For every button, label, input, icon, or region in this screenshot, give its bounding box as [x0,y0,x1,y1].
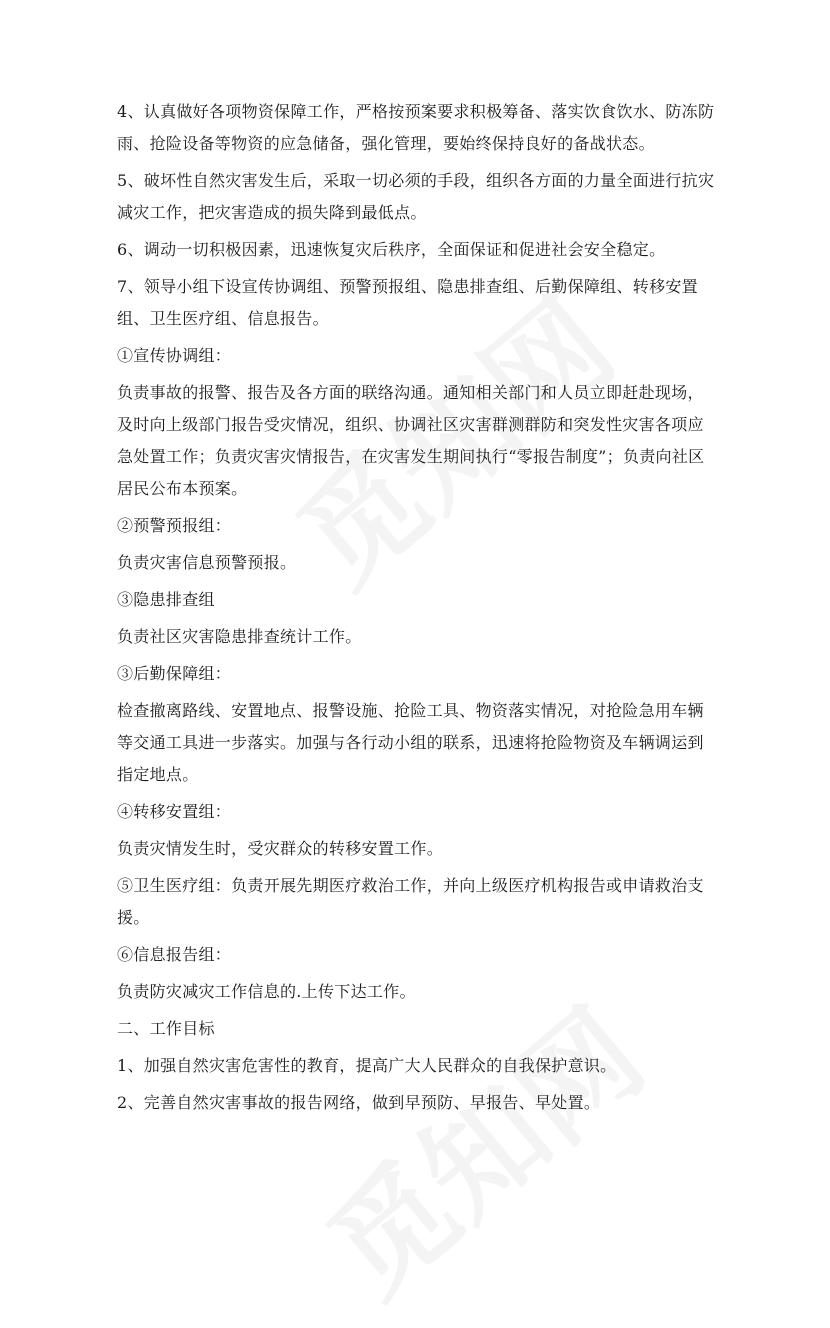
paragraph-relocation-duties: 负责灾情发生时，受灾群众的转移安置工作。 [117,839,444,858]
paragraph-disaster-response: 5、破坏性自然灾害发生后，采取一切必须的手段，组织各方面的力量全面进行抗灾减灾工作，把灾害造成的损失降到最低点。 [117,171,715,222]
heading-relocation-group: ④转移安置组： [117,802,232,821]
paragraph-publicity-duties: 负责事故的报警、报告及各方面的联络沟通。通知相关部门和人员立即赶赴现场，及时向上级部门报告受灾情况，组织、协调社区灾害群测群防和突发性灾害各项应急处置工作；负责灾害灾情报告，在灾害发生期间执行“零报告制度”；负责向社区居民公布本预案。 [117,383,705,498]
paragraph-supplies: 4、认真做好各项物资保障工作，严格按预案要求积极筹备、落实饮食饮水、防冻防雨、抢险设备等物资的应急储备，强化管理，要始终保持良好的备战状态。 [117,102,715,153]
paragraph-hazard-duties: 负责社区灾害隐患排查统计工作。 [117,627,362,646]
heading-warning-group: ②预警预报组： [117,516,232,535]
heading-hazard-group: ③隐患排查组 [117,590,215,609]
heading-publicity-group: ①宣传协调组： [117,346,232,365]
document-body [117,96,717,1124]
paragraph-goal-1: 1、加强自然灾害危害性的教育，提高广大人民群众的自我保护意识。 [117,1056,617,1075]
paragraph-warning-duties: 负责灾害信息预警预报。 [117,553,297,572]
paragraph-goal-2: 2、完善自然灾害事故的报告网络，做到早预防、早报告、早处置。 [117,1093,601,1112]
paragraph-info-duties: 负责防灾减灾工作信息的.上传下达工作。 [117,982,416,1001]
paragraph-medical-group: ⑤卫生医疗组：负责开展先期医疗救治工作，并向上级医疗机构报告或申请救治支援。 [117,876,704,927]
heading-info-group: ⑥信息报告组： [117,945,232,964]
paragraph-leadership-groups: 7、领导小组下设宣传协调组、预警预报组、隐患排查组、后勤保障组、转移安置组、卫生医疗组、信息报告。 [117,277,698,328]
paragraph-restore-order: 6、调动一切积极因素，迅速恢复灾后秩序，全面保证和促进社会安全稳定。 [117,240,666,259]
section-heading-goals: 二、工作目标 [117,1019,215,1038]
heading-logistics-group: ③后勤保障组： [117,664,232,683]
paragraph-logistics-duties: 检查撤离路线、安置地点、报警设施、抢险工具、物资落实情况，对抢险急用车辆等交通工具进一步落实。加强与各行动小组的联系，迅速将抢险物资及车辆调运到指定地点。 [117,701,704,784]
